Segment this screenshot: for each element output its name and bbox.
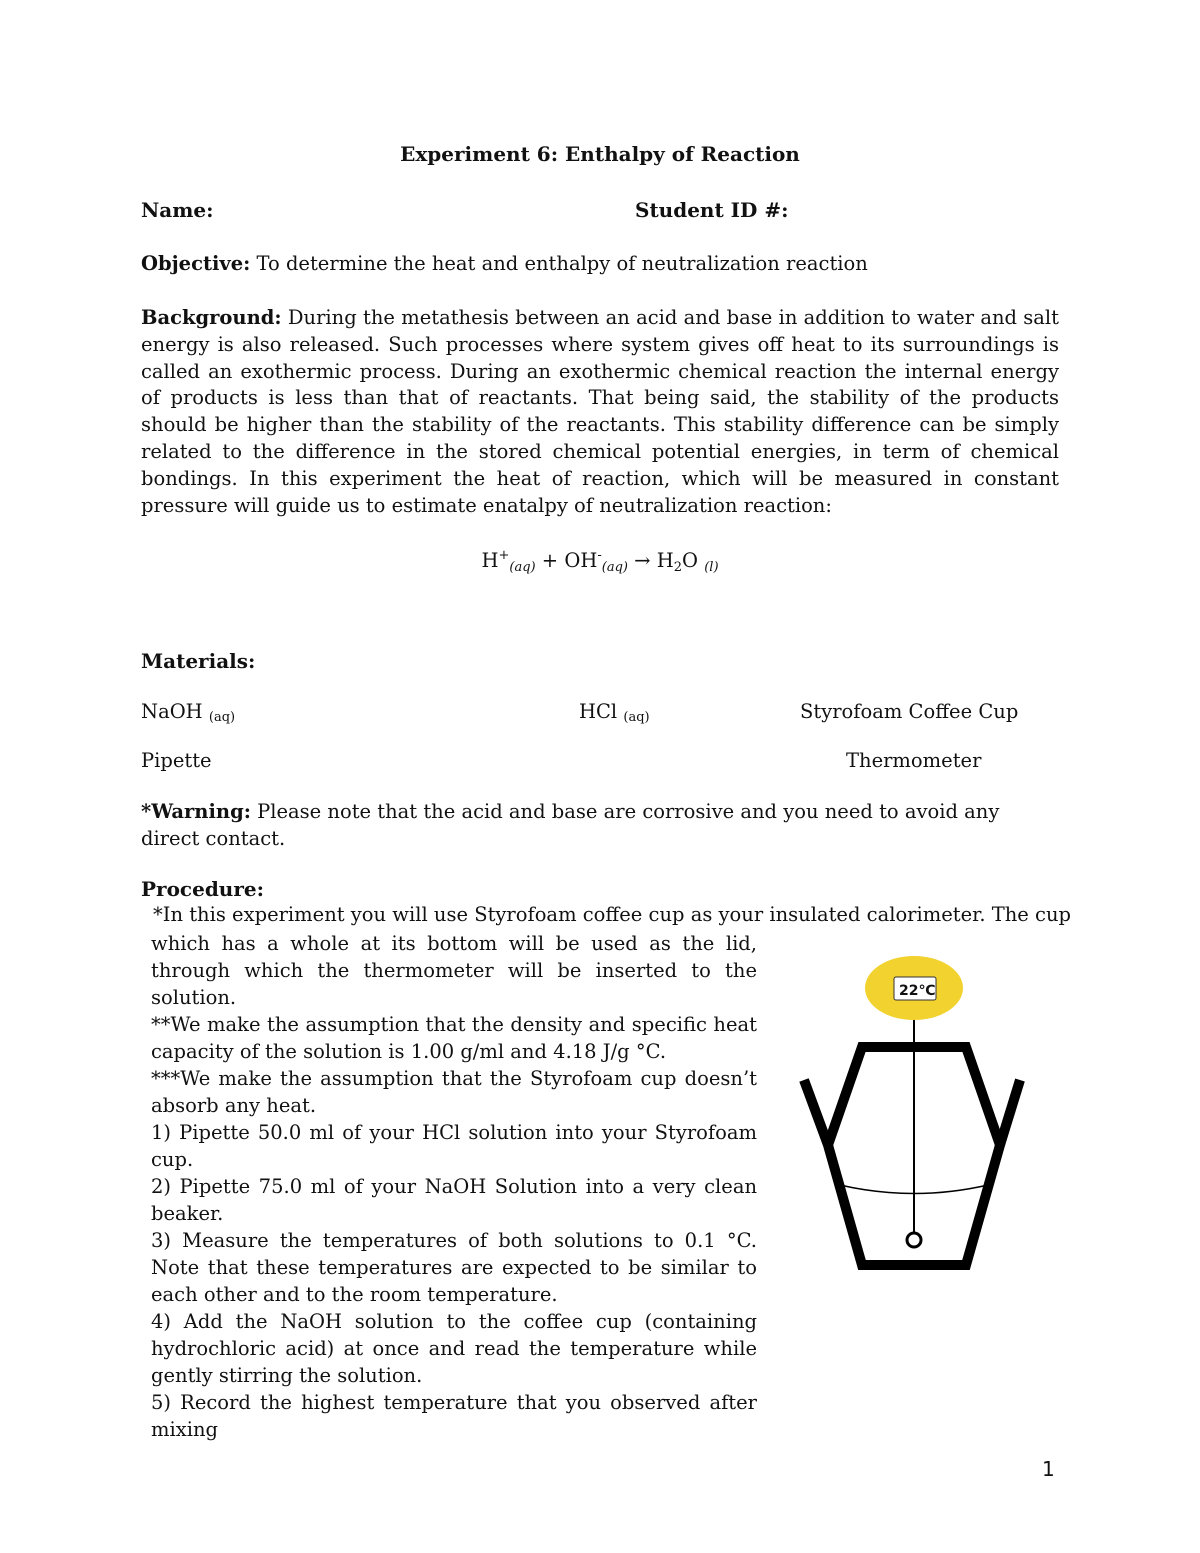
procedure-intro: *In this experiment you will use Styrofoam coffee cup as your insulated calorimeter. The cup — [153, 903, 1071, 926]
eq-h: H — [481, 549, 499, 572]
procedure-step: 1) Pipette 50.0 ml of your HCl solution into your Styrofoam cup. — [151, 1121, 757, 1171]
material-pipette: Pipette — [141, 749, 212, 772]
warning-text: Please note that the acid and base are corrosive and you need to avoid any direct contact. — [141, 800, 1000, 850]
procedure-step: 2) Pipette 75.0 ml of your NaOH Solution into a very clean beaker. — [151, 1175, 757, 1225]
hcl-text: HCl — [579, 700, 624, 723]
material-thermometer: Thermometer — [846, 749, 982, 772]
eq-water-o: O — [682, 549, 705, 572]
eq-oh-state: (aq) — [601, 560, 628, 575]
background-label: Background: — [141, 306, 282, 329]
background-text: During the metathesis between an acid and base in addition to water and salt energy is also released. Such processes where system gives off heat to its surroundings is called an exothermic process. During an exothermic chemical reaction the internal energy of products is less than that of reactants. That being said, the stability of the products should be higher than the stability of the reactants. This stability difference can be simply related to the difference in the stored chemical potential energies, in term of chemical bondings. In this experiment the heat of reaction, which will be measured in constant pressure will guide us to estimate enatalpy of neutralization reaction: — [141, 306, 1059, 517]
thermometer-bulb — [907, 1233, 921, 1247]
naoh-text: NaOH — [141, 700, 209, 723]
name-label: Name: — [141, 198, 214, 222]
procedure-step: 3) Measure the temperatures of both solutions to 0.1 °C. Note that these temperatures are expected to be similar to each other and to the room temperature. — [151, 1229, 757, 1306]
procedure-line: which has a whole at its bottom will be used as the lid, through which the thermometer will be inserted to the solution. — [151, 932, 757, 1009]
eq-oh: OH — [564, 549, 598, 572]
procedure-step: 4) Add the NaOH solution to the coffee cup (containing hydrochloric acid) at once and read the temperature while gently stirring the solution. — [151, 1310, 757, 1387]
procedure-line: **We make the assumption that the density and specific heat capacity of the solution is 1.00 g/ml and 4.18 J/g °C. — [151, 1013, 757, 1063]
eq-plus: + — [535, 549, 565, 572]
warning-label: *Warning: — [141, 800, 251, 823]
eq-arrow: → — [627, 549, 657, 572]
materials-label: Materials: — [141, 649, 256, 673]
hcl-state: (aq) — [623, 710, 650, 725]
page-number: 1 — [1042, 1457, 1055, 1481]
thermometer-reading: 22℃ — [899, 983, 936, 999]
material-naoh — [141, 700, 235, 725]
objective-label: Objective: — [141, 252, 251, 275]
procedure-step: 5) Record the highest temperature that you observed after mixing — [151, 1391, 757, 1441]
background-paragraph — [141, 305, 1059, 519]
eq-oh-charge: - — [597, 548, 602, 563]
objective-text: To determine the heat and enthalpy of neutralization reaction — [250, 252, 868, 275]
eq-h-state: (aq) — [509, 560, 536, 575]
page-title: Experiment 6: Enthalpy of Reaction — [400, 142, 800, 166]
eq-water-sub: 2 — [673, 560, 683, 575]
calorimeter-diagram — [790, 950, 1040, 1280]
material-cup: Styrofoam Coffee Cup — [800, 700, 1019, 723]
student-id-label: Student ID #: — [635, 198, 789, 222]
procedure-list — [151, 930, 757, 1443]
eq-water-h: H — [656, 549, 674, 572]
objective-line — [141, 252, 868, 275]
eq-h-charge: + — [498, 548, 510, 563]
eq-water-state: (l) — [704, 560, 719, 575]
procedure-line: ***We make the assumption that the Styrofoam cup doesn’t absorb any heat. — [151, 1067, 757, 1117]
procedure-label: Procedure: — [141, 877, 264, 901]
naoh-state: (aq) — [208, 710, 236, 725]
warning-paragraph — [141, 799, 1059, 853]
material-hcl — [579, 700, 650, 725]
neutralization-equation — [0, 548, 1200, 575]
